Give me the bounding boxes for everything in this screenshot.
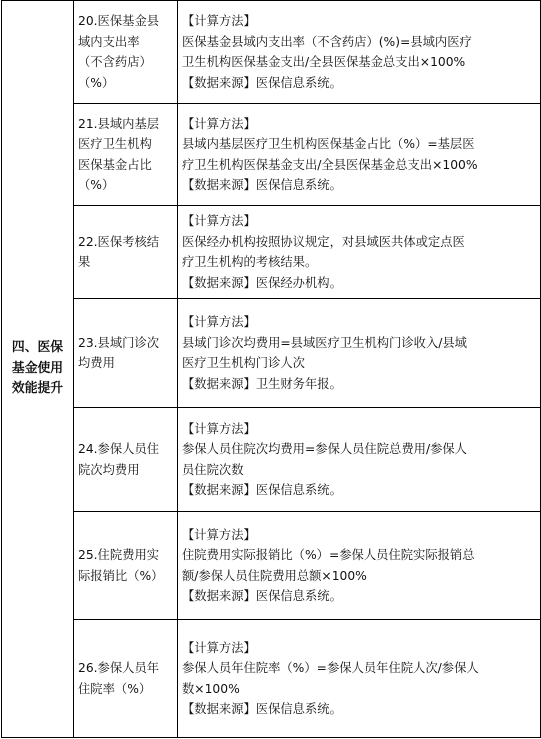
table-row (2, 299, 541, 408)
indicator-line: （%） (78, 75, 115, 90)
indicator-line: 均费用 (78, 356, 115, 370)
description-line: 【数据来源】医保信息系统。 (182, 483, 342, 497)
description-line: 参保人员住院次均费用=参保人员住院总费用/参保人 (182, 442, 467, 456)
category-line: 效能提升 (11, 381, 64, 397)
description-line: 额/参保人员住院费用总额×100% (182, 568, 367, 583)
indicator-cell (74, 512, 178, 620)
description-line: 【数据来源】医保信息系统。 (182, 178, 342, 192)
description-line: 疗卫生机构医保基金支出/全县医保基金总支出×100% (182, 157, 478, 172)
description-line: 县域门诊次均费用=县域医疗卫生机构门诊收入/县域 (182, 335, 467, 350)
indicator-line: 际报销比（%） (78, 568, 164, 583)
indicator-line: （不含药店） (78, 55, 152, 69)
indicator-table (1, 0, 541, 738)
indicator-line: 住院率（%） (78, 681, 152, 696)
indicator-line: 果 (78, 255, 91, 269)
category-cell (2, 1, 74, 738)
description-cell (178, 104, 541, 206)
description-line: 【数据来源】医保信息系统。 (182, 75, 342, 90)
indicator-line: 20.医保基金县 (78, 14, 160, 28)
indicator-line: 26.参保人员年 (78, 661, 160, 675)
indicator-line: 25.住院费用实 (78, 548, 160, 562)
description-line: 【计算方法】 (182, 315, 256, 329)
description-cell (178, 1, 541, 104)
indicator-line: 23.县域门诊次 (78, 335, 160, 350)
indicator-line: 域内支出率 (78, 34, 140, 49)
description-cell (178, 512, 541, 620)
table-row (2, 1, 541, 104)
description-cell (178, 620, 541, 738)
table-row (2, 512, 541, 620)
description-line: 【计算方法】 (182, 214, 256, 228)
indicator-cell (74, 1, 178, 104)
description-line: 医疗卫生机构门诊人次 (182, 356, 305, 370)
indicator-cell (74, 299, 178, 408)
description-line: 【计算方法】 (182, 640, 256, 655)
indicator-line: 24.参保人员住 (78, 442, 160, 456)
indicator-cell (74, 408, 178, 512)
indicator-line: 22.医保考核结 (78, 234, 160, 249)
description-line: 【计算方法】 (182, 527, 256, 542)
description-line: 住院费用实际报销比（%）=参保人员住院实际报销总 (182, 548, 475, 562)
description-line: 【计算方法】 (182, 421, 256, 436)
description-line: 医保基金县域内支出率（不含药店）(%)=县域内医疗 (182, 34, 472, 49)
table-row (2, 104, 541, 206)
indicator-line: （%） (78, 178, 115, 192)
description-line: 卫生机构医保基金支出/全县医保基金总支出×100% (182, 55, 466, 69)
table-row (2, 206, 541, 299)
description-line: 数×100% (182, 681, 240, 696)
description-line: 【数据来源】医保信息系统。 (182, 589, 342, 603)
description-line: 医保经办机构按照协议规定，对县域医共体或定点医 (182, 234, 465, 249)
description-line: 【数据来源】卫生财务年报。 (182, 376, 342, 391)
description-cell (178, 408, 541, 512)
description-line: 员住院次数 (182, 462, 244, 477)
indicator-line: 医疗卫生机构 (78, 137, 152, 151)
description-line: 【数据来源】医保信息系统。 (182, 702, 342, 716)
table-row (2, 408, 541, 512)
indicator-cell (74, 104, 178, 206)
indicator-line: 院次均费用 (78, 462, 140, 477)
description-cell (178, 206, 541, 299)
description-line: 疗卫生机构的考核结果。 (182, 255, 318, 269)
category-line: 基金使用 (11, 360, 64, 376)
indicator-cell (74, 620, 178, 738)
description-cell (178, 299, 541, 408)
category-line: 四、医保 (11, 340, 64, 356)
description-line: 【数据来源】医保经办机构。 (182, 275, 342, 290)
description-line: 【计算方法】 (182, 116, 256, 131)
description-line: 参保人员年住院率（%）=参保人员年住院人次/参保人 (182, 661, 479, 675)
table-row (2, 620, 541, 738)
indicator-cell (74, 206, 178, 299)
description-line: 县域内基层医疗卫生机构医保基金占比（%）=基层医 (182, 137, 475, 151)
indicator-line: 21.县域内基层 (78, 116, 160, 131)
indicator-line: 医保基金占比 (78, 157, 152, 172)
description-line: 【计算方法】 (182, 14, 256, 28)
